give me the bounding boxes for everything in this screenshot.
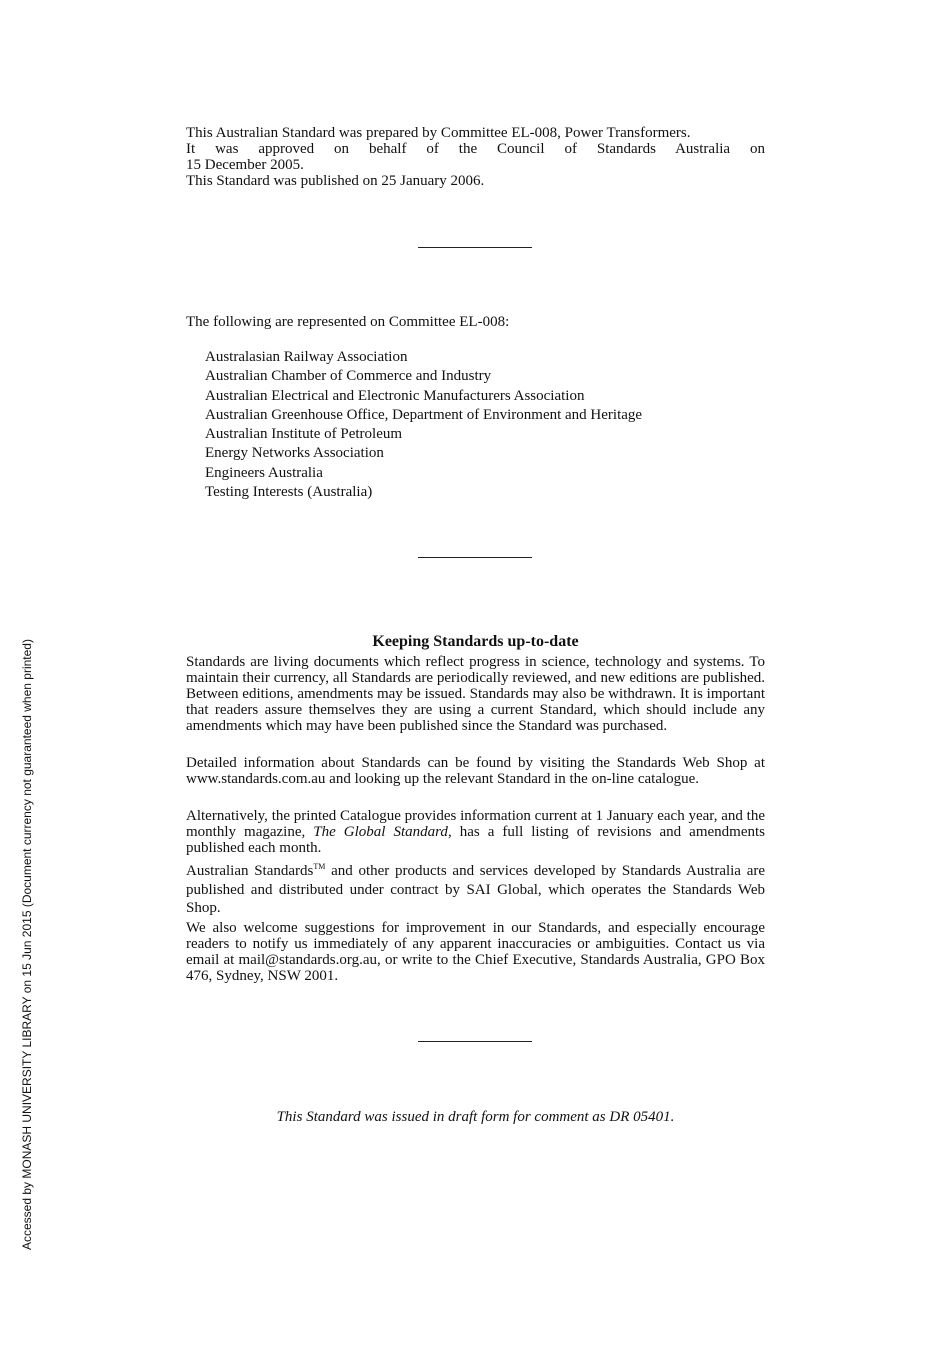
keeping-paragraph — [186, 862, 765, 918]
committee-intro: The following are represented on Committee EL-008: — [186, 314, 510, 330]
keeping-paragraph-text: and other products and services developed by Standards Australia are published and distributed under contract by SAI Global, which operates the Standards Web Shop. — [186, 863, 766, 916]
preparation-line: It was approved on behalf of the Council of Standards Australia on — [186, 141, 765, 157]
committee-member: Australian Chamber of Commerce and Industry — [205, 368, 492, 385]
keeping-standards-heading: Keeping Standards up-to-date — [372, 633, 579, 650]
access-watermark: Accessed by MONASH UNIVERSITY LIBRARY on 15 Jun 2015 (Document currency not guaranteed when printed) — [20, 639, 34, 1250]
committee-member: Engineers Australia — [205, 464, 323, 481]
section-divider — [418, 557, 532, 558]
magazine-title: The Global Standard — [313, 824, 448, 840]
keeping-paragraph-text: , has a full listing of revisions and amendments published each month. — [186, 824, 765, 856]
publication-date-line: This Standard was published on 25 January 2006. — [186, 173, 485, 189]
keeping-paragraph-text: Alternatively, the printed Catalogue provides information current at 1 January each year, and the monthly magazine, — [186, 808, 765, 840]
committee-member: Australian Greenhouse Office, Department of Environment and Heritage — [205, 406, 643, 423]
keeping-paragraph: Standards are living documents which reflect progress in science, technology and systems. To maintain their currency, all Standards are periodically reviewed, and new editions are published. Between editions, amendments may be issued. Standards may also be withdrawn. It is important that readers assure themselves they are using a current Standard, which should include any amendments which may have been published since the Standard was purchased. — [186, 654, 765, 734]
keeping-paragraph: Detailed information about Standards can be found by visiting the Standards Web Shop at www.standards.com.au and looking up the relevant Standard in the on-line catalogue. — [186, 755, 765, 787]
section-divider — [418, 247, 532, 248]
preparation-line: This Australian Standard was prepared by Committee EL-008, Power Transformers. — [186, 125, 691, 141]
committee-member-list — [205, 348, 765, 502]
draft-note: This Standard was issued in draft form for comment as DR 05401. — [276, 1109, 675, 1125]
preparation-line: 15 December 2005. — [186, 157, 304, 173]
committee-member: Energy Networks Association — [205, 445, 384, 462]
section-divider — [418, 1041, 532, 1042]
trademark-mark: TM — [313, 862, 326, 871]
keeping-paragraph-text: Australian Standards — [186, 863, 314, 879]
committee-member: Australian Institute of Petroleum — [205, 426, 403, 443]
committee-member: Australasian Railway Association — [205, 349, 408, 365]
keeping-paragraph — [186, 808, 765, 856]
committee-member: Australian Electrical and Electronic Manufacturers Association — [205, 387, 585, 404]
committee-member: Testing Interests (Australia) — [205, 484, 373, 501]
keeping-paragraph: We also welcome suggestions for improvement in our Standards, and especially encourage readers to notify us immediately of any apparent inaccuracies or ambiguities. Contact us via email at mail@standards.org.au, or write to the Chief Executive, Standards Australia, GPO Box 476, Sydney, NSW 2001. — [186, 920, 765, 984]
preparation-block — [186, 125, 765, 189]
